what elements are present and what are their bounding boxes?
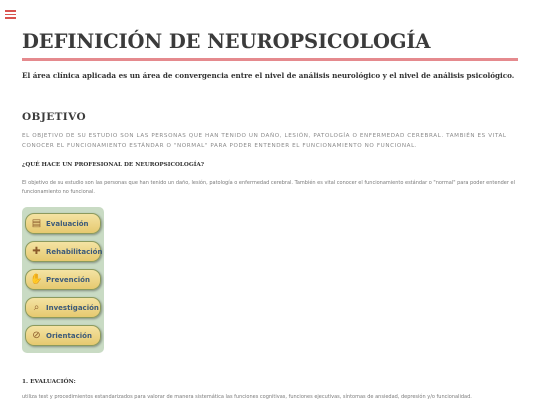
pill-evaluacion [25,213,101,234]
pill-label: Prevención [46,275,90,284]
objetivo-heading: OBJETIVO [22,111,87,123]
services-menu-image [22,207,104,353]
page-title: DEFINICIÓN DE NEUROPSICOLOGÍA [22,30,431,53]
puzzle-icon: ✚ [32,246,41,257]
pill-rehabilitacion [25,241,101,262]
section-heading-evaluacion: 1. EVALUACIÓN: [22,379,76,385]
hamburger-menu-icon[interactable] [5,10,16,19]
pill-label: Evaluación [46,219,89,228]
pill-label: Investigación [46,303,99,312]
clipboard-icon: ▤ [31,218,42,229]
magnifier-icon: ⌕ [33,302,40,313]
title-divider [22,58,518,61]
objetivo-caps-text: EL OBJETIVO DE SU ESTUDIO SON LAS PERSONAS QUE HAN TENIDO UN DAÑO, LESIÓN, PATOLOGÍA O ENFERMEDAD CEREBRAL. TAMBIÉN ES VITAL CONOCER EL FUNCIONAMIENTO ESTÁNDAR O "NORMAL" PARA PODER ENTENDER EL FUNCIONAMIENTO NO FUNCIONAL. [22,133,507,149]
lead-text: El área clínica aplicada es un área de convergencia entre el nivel de análisis neurológico y el nivel de análisis psicológico. [22,71,515,80]
pill-label: Orientación [46,331,92,340]
pill-orientacion [25,325,101,346]
pill-investigacion [25,297,101,318]
compass-icon: ⊘ [32,330,41,341]
pill-prevencion [25,269,101,290]
section-text-evaluacion: utiliza test y procedimientos estandarizados para valorar de manera sistemática las funciones cognitivas, funciones ejecutivas, síntomas de ansiedad, depresión y/o funcionalidad. [22,394,472,400]
objetivo-paragraph: El objetivo de su estudio son las personas que han tenido un daño, lesión, patología o enfermedad cerebral. También es vital conocer el funcionamiento estándar o "normal" para poder entender el funcionamiento no funcional. [22,180,515,195]
pill-label: Rehabilitación [46,247,103,256]
hand-icon: ✋ [30,274,43,285]
question-heading: ¿QUÉ HACE UN PROFESIONAL DE NEUROPSICOLOGÍA? [22,162,205,168]
